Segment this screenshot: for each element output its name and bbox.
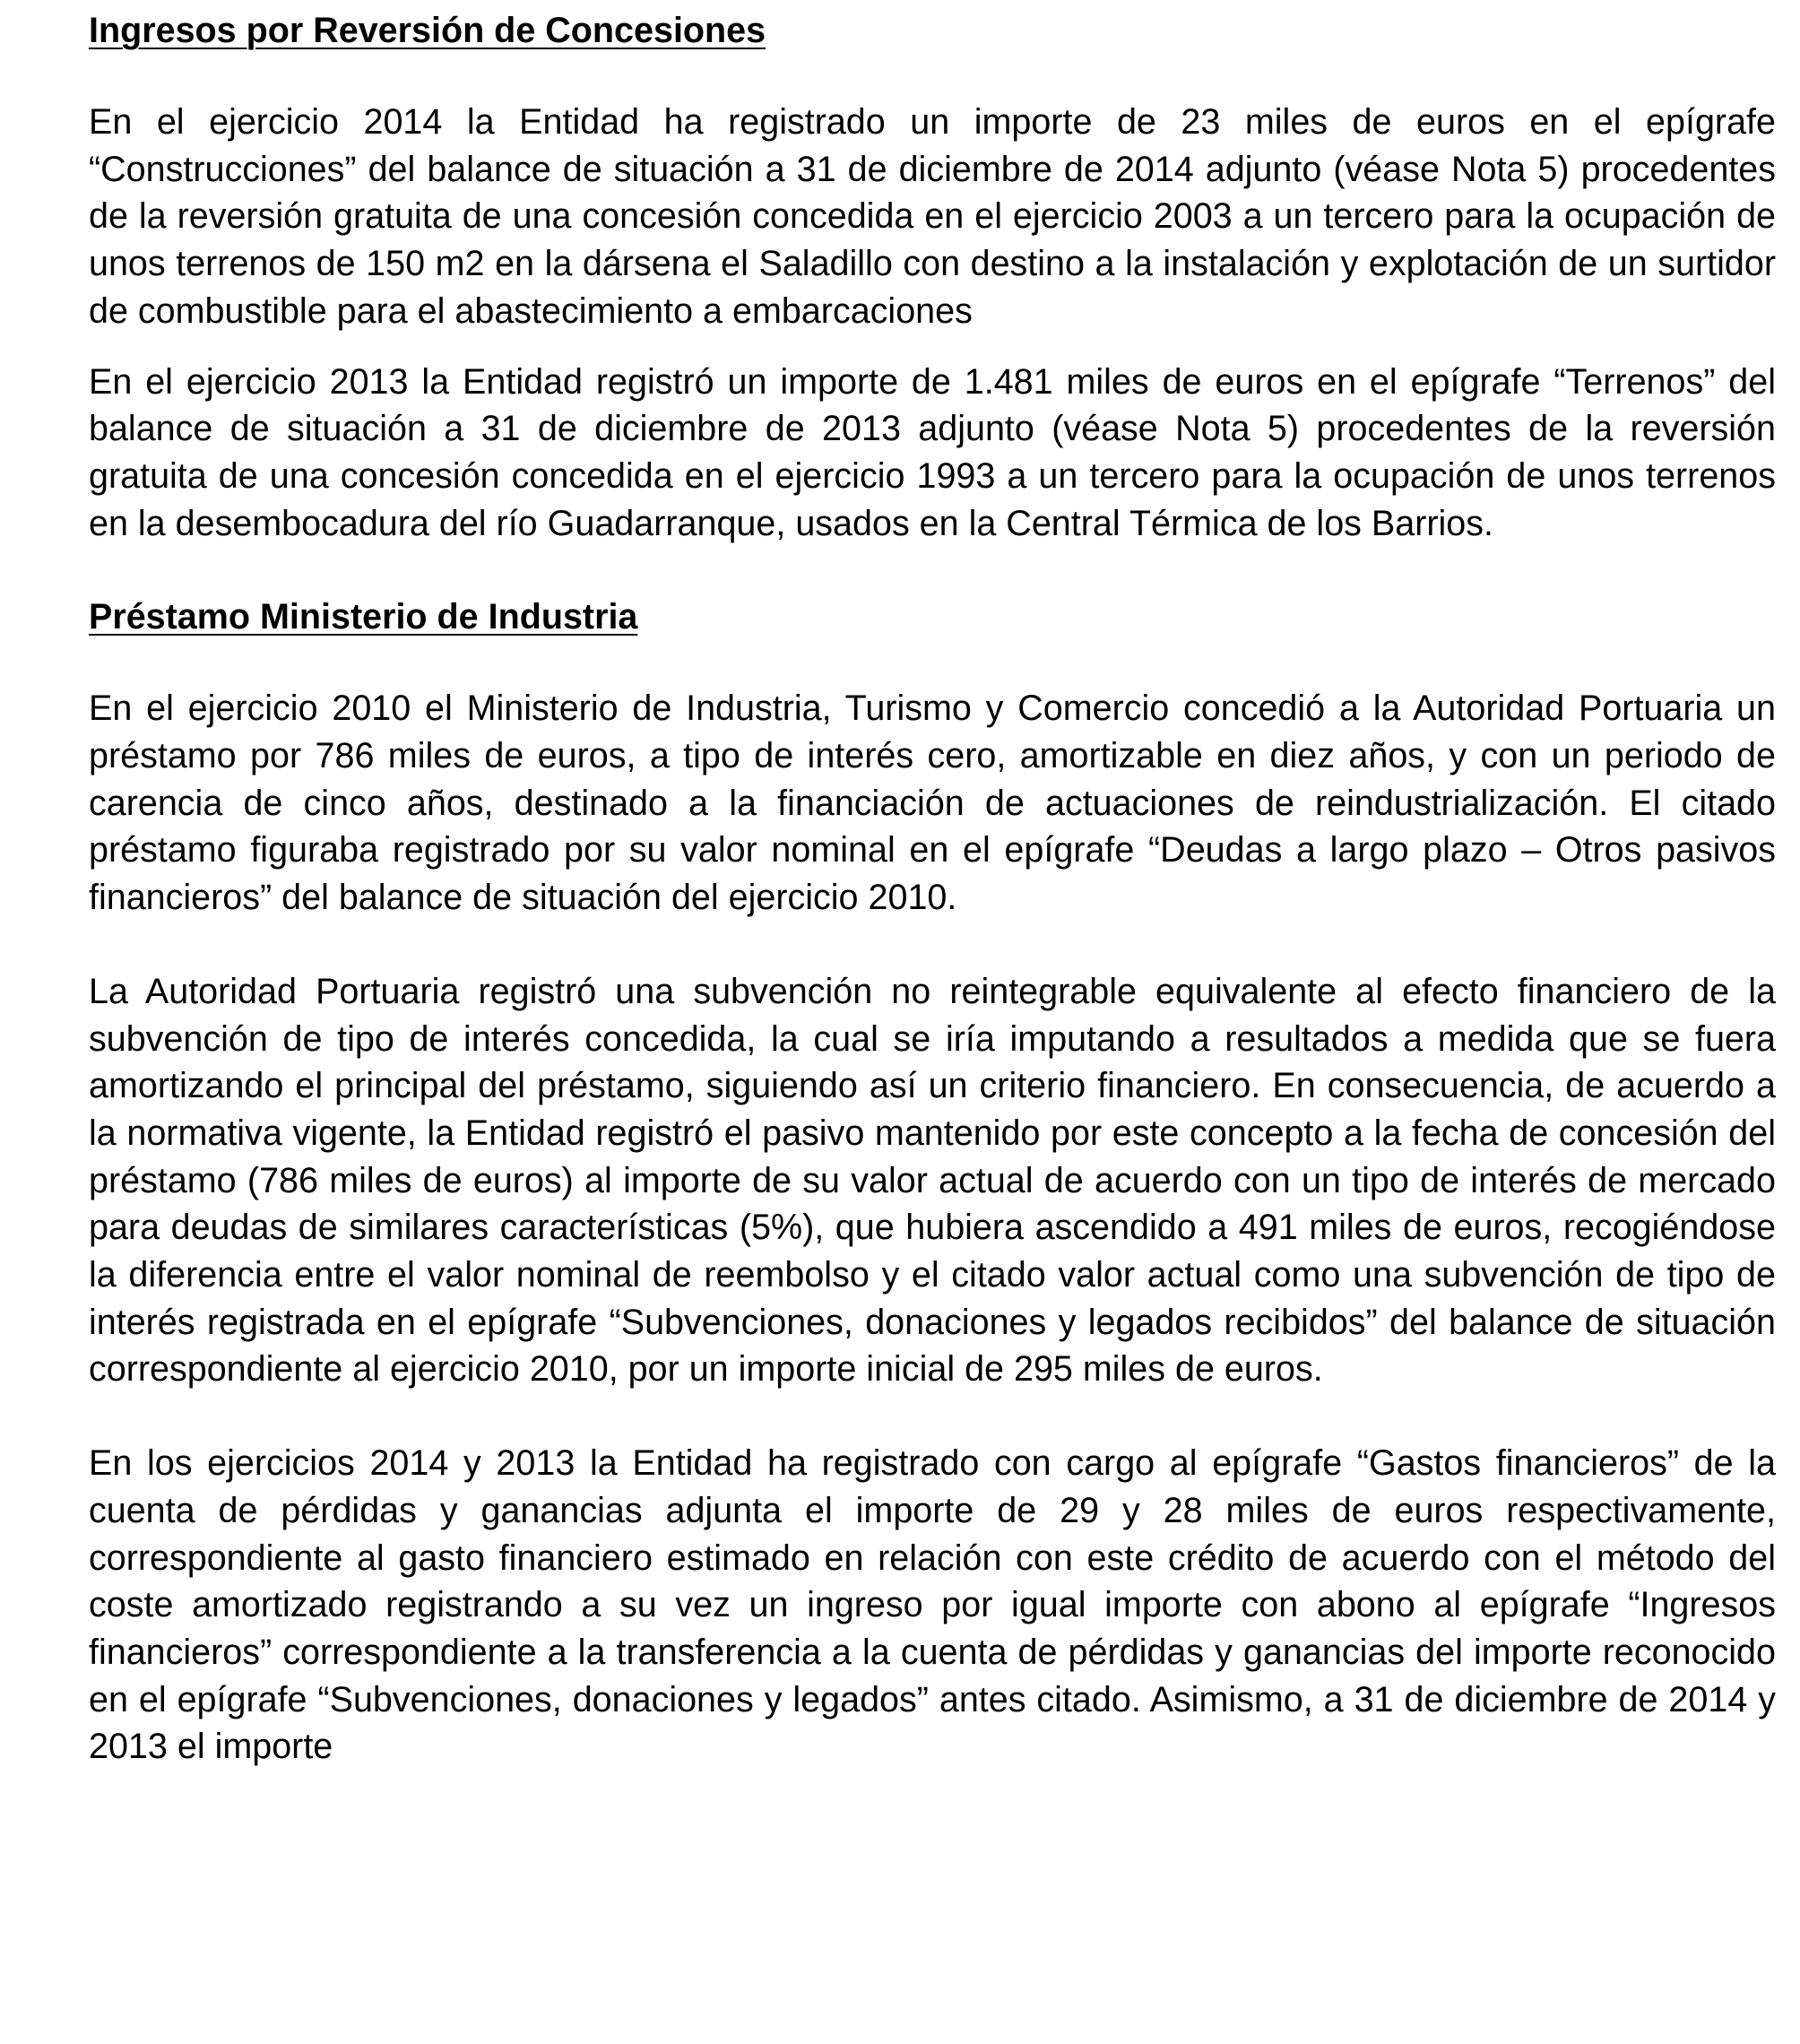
- paragraph-prestamo-2010: En el ejercicio 2010 el Ministerio de Industria, Turismo y Comercio concedió a la Autoridad Portuaria un préstamo por 786 miles de euros, a tipo de interés cero, amortizable en diez años, y con un periodo de carencia de cinco años, destinado a la financiación de actuaciones de reindustrialización. El citado préstamo figuraba registrado por su valor nominal en el epígrafe “Deudas a largo plazo – Otros pasivos financieros” del balance de situación del ejercicio 2010.: [89, 689, 1776, 918]
- paragraph-gastos-financieros: En los ejercicios 2014 y 2013 la Entidad ha registrado con cargo al epígrafe “Gastos financieros” de la cuenta de pérdidas y ganancias adjunta el importe de 29 y 28 miles de euros respectivamente, correspondiente al gasto financiero estimado en relación con este crédito de acuerdo con el método del coste amortizado registrando a su vez un ingreso por igual importe con abono al epígrafe “Ingresos financieros” correspondiente a la transferencia a la cuenta de pérdidas y ganancias del importe reconocido en el epígrafe “Subvenciones, donaciones y legados” antes citado. Asimismo, a 31 de diciembre de 2014 y 2013 el importe: [89, 1443, 1776, 1767]
- document-page: [89, 7, 1776, 1771]
- paragraph-reversion-2014: En el ejercicio 2014 la Entidad ha registrado un importe de 23 miles de euros en el epígrafe “Construcciones” del balance de situación a 31 de diciembre de 2014 adjunto (véase Nota 5) procedentes de la reversión gratuita de una concesión concedida en el ejercicio 2003 a un tercero para la ocupación de unos terrenos de 150 m2 en la dársena el Saladillo con destino a la instalación y explotación de un surtidor de combustible para el abastecimiento a embarcaciones: [89, 102, 1776, 331]
- paragraph-subvencion-tipo-interes: La Autoridad Portuaria registró una subvención no reintegrable equivalente al efecto financiero de la subvención de tipo de interés concedida, la cual se iría imputando a resultados a medida que se fuera amortizando el principal del préstamo, siguiendo así un criterio financiero. En consecuencia, de acuerdo a la normativa vigente, la Entidad registró el pasivo mantenido por este concepto a la fecha de concesión del préstamo (786 miles de euros) al importe de su valor actual de acuerdo con un tipo de interés de mercado para deudas de similares características (5%), que hubiera ascendido a 491 miles de euros, recogiéndose la diferencia entre el valor nominal de reembolso y el citado valor actual como una subvención de tipo de interés registrada en el epígrafe “Subvenciones, donaciones y legados recibidos” del balance de situación correspondiente al ejercicio 2010, por un importe inicial de 295 miles de euros.: [89, 971, 1776, 1390]
- paragraph-reversion-2013: En el ejercicio 2013 la Entidad registró un importe de 1.481 miles de euros en el epígrafe “Terrenos” del balance de situación a 31 de diciembre de 2013 adjunto (véase Nota 5) procedentes de la reversión gratuita de una concesión concedida en el ejercicio 1993 a un tercero para la ocupación de unos terrenos en la desembocadura del río Guadarranque, usados en la Central Térmica de los Barrios.: [89, 361, 1776, 543]
- section-heading-reversion-concesiones: Ingresos por Reversión de Concesiones: [89, 11, 766, 50]
- section-heading-prestamo-ministerio: Préstamo Ministerio de Industria: [89, 597, 638, 637]
